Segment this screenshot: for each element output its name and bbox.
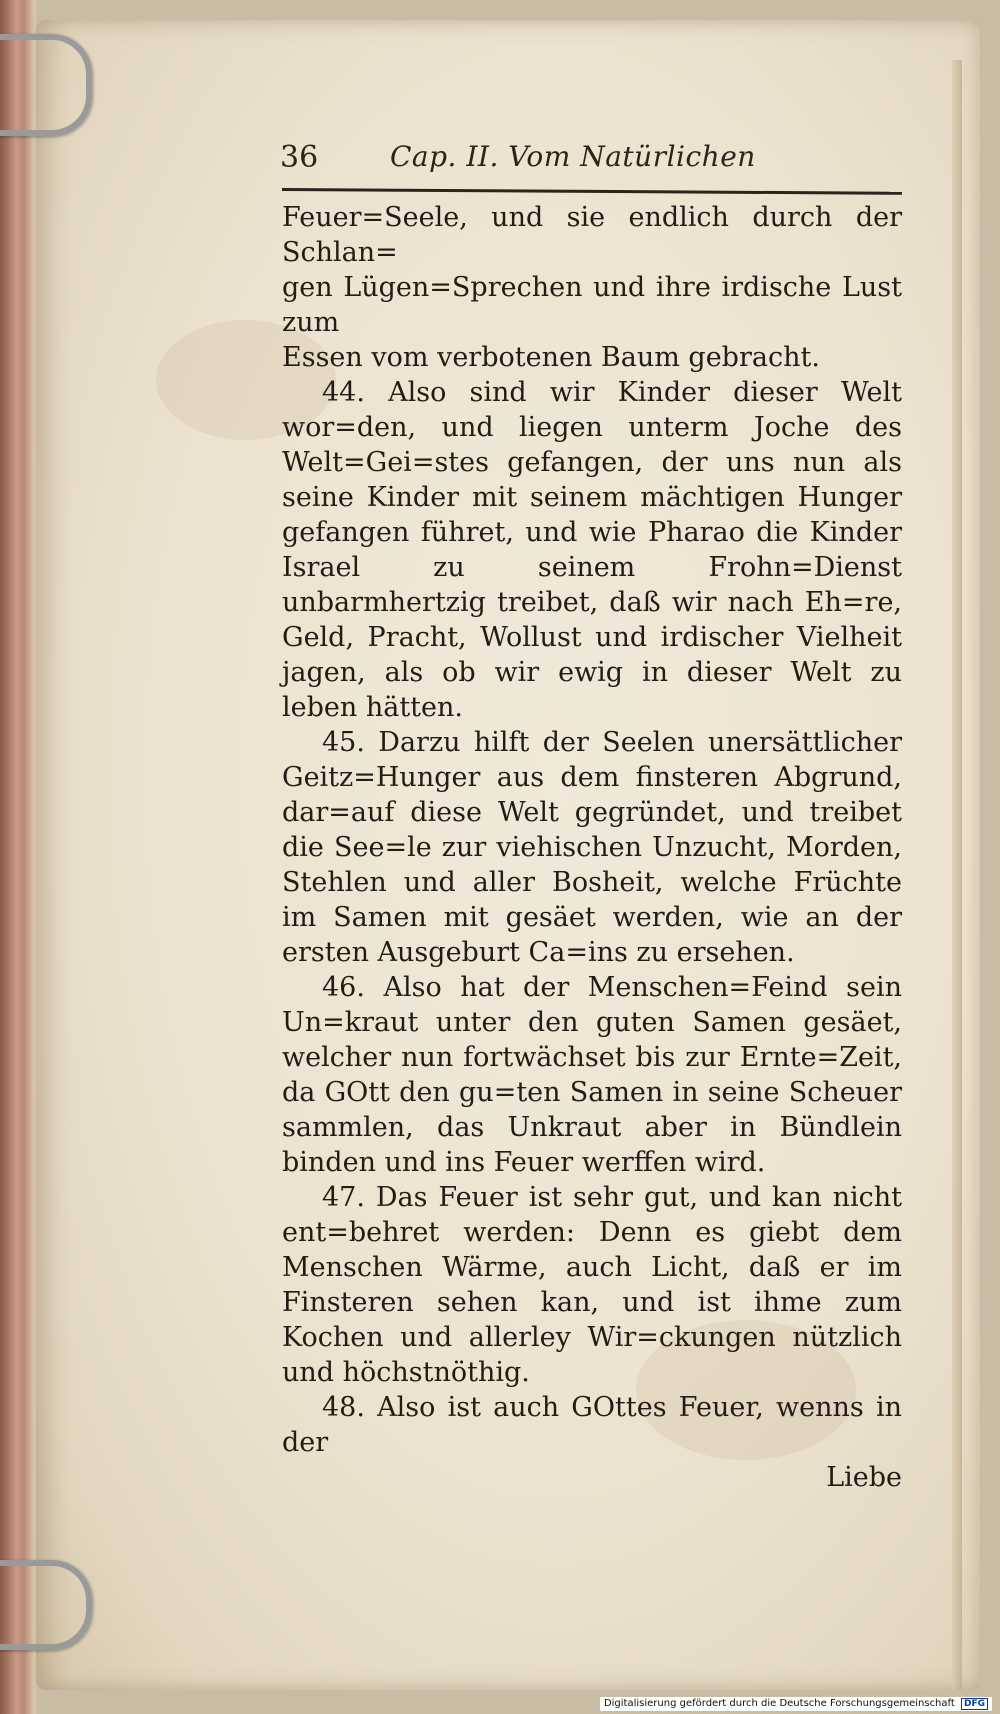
text-block <box>282 200 902 1495</box>
text-line: gen Lügen=Sprechen und ihre irdische Lust zum <box>282 272 902 338</box>
paragraph-45 <box>282 725 902 970</box>
dfg-logo: DFG <box>961 1698 988 1710</box>
binder-clip-top <box>0 34 92 136</box>
text-line: Feuer=Seele, und sie endlich durch der Schlan= <box>282 202 902 268</box>
catchword: Liebe <box>826 1462 902 1493</box>
paragraph-text: Das Feuer ist sehr gut, und kan nicht ent=behret werden: Denn es giebt dem Menschen Wärme, auch Licht, daß er im Finsteren sehen kan, und ist ihme zum Kochen und allerley Wir=ckungen nützlich und höchstnöthig. <box>282 1182 902 1388</box>
page-edge <box>952 60 962 1690</box>
text-line: Essen vom verbotenen Baum gebracht. <box>282 342 820 373</box>
binder-clip-bottom <box>0 1560 92 1650</box>
paragraph-text: Also sind wir Kinder dieser Welt wor=den, und liegen unterm Joche des Welt=Gei=stes gefangen, der uns nun als seine Kinder mit seinem mächtigen Hunger gefangen führet, und wie Pharao die Kinder Israel zu seinem Frohn=Dienst unbarmhertzig treibet, daß wir nach Eh=re, Geld, Pracht, Wollust und irdischer Vielheit jagen, als ob wir ewig in dieser Welt zu leben hätten. <box>282 377 902 723</box>
chapter-title: Cap. II. Vom Natürlichen <box>390 140 756 173</box>
paragraph-46 <box>282 970 902 1180</box>
paragraph-number: 46. <box>322 972 365 1003</box>
paragraph-text: Darzu hilft der Seelen unersättlicher Geitz=Hunger aus dem finsteren Abgrund, dar=auf diese Welt gegründet, und treibet die See=le zur viehischen Unzucht, Morden, Stehlen und aller Bosheit, welche Früchte im Samen mit gesäet werden, wie an der ersten Ausgeburt Ca=ins zu ersehen. <box>282 727 902 968</box>
paragraph-text: Also hat der Menschen=Feind sein Un=kraut unter den guten Samen gesäet, welcher nun fortwächset bis zur Ernte=Zeit, da GOtt den gu=ten Samen in seine Scheuer sammlen, das Unkraut aber in Bündlein binden und ins Feuer werffen wird. <box>282 972 902 1178</box>
paragraph-number: 44. <box>322 377 365 408</box>
paragraph-number: 45. <box>322 727 365 758</box>
paragraph-48 <box>282 1390 902 1460</box>
paragraph-number: 48. <box>322 1392 365 1423</box>
paragraph-number: 47. <box>322 1182 365 1213</box>
paragraph-44 <box>282 375 902 725</box>
paragraph-text: Also ist auch GOttes Feuer, wenns in der <box>282 1392 902 1458</box>
digitization-credit <box>600 1697 992 1711</box>
running-head <box>280 140 900 188</box>
page-number: 36 <box>280 140 319 175</box>
paragraph-47 <box>282 1180 902 1390</box>
credit-text: Digitalisierung gefördert durch die Deutsche Forschungsgemeinschaft <box>603 1698 955 1709</box>
